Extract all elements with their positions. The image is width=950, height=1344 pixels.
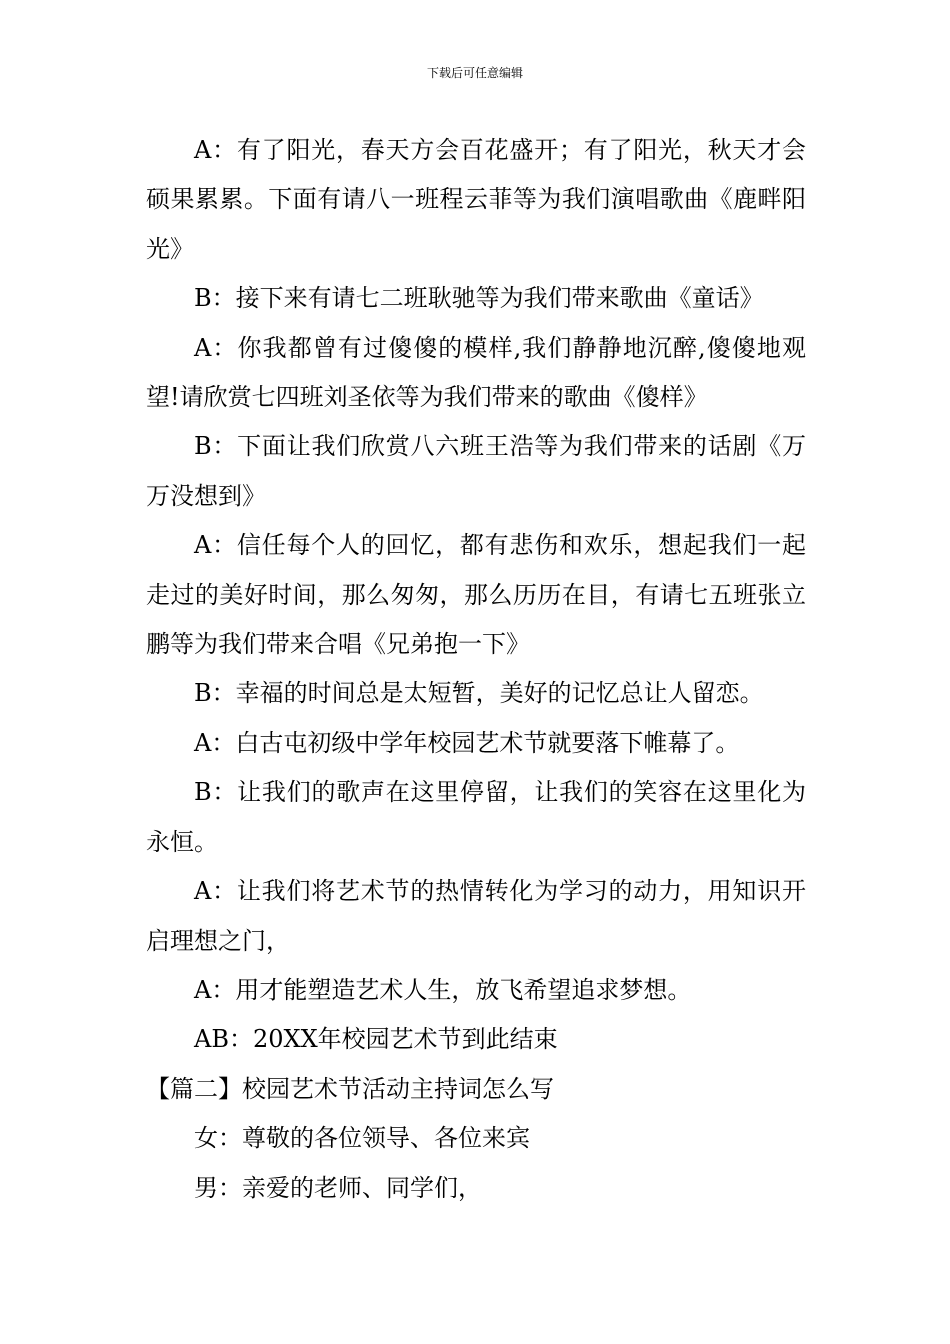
- paragraph-11: AB：20XX年校园艺术节到此结束: [194, 1025, 558, 1054]
- paragraph-4: B：下面让我们欣赏八六班王浩等为我们带来的话剧《万万没想到》: [146, 432, 806, 510]
- section-paragraph-2: 男：亲爱的老师、同学们，: [194, 1173, 482, 1202]
- header-note: 下载后可任意编辑: [426, 66, 523, 80]
- section-paragraph-1: 女：尊敬的各位领导、各位来宾: [194, 1124, 530, 1153]
- section-heading: 【篇二】校园艺术节活动主持词怎么写: [146, 1074, 554, 1103]
- paragraph-1: A：有了阳光，春天方会百花盛开；有了阳光，秋天才会硕果累累。下面有请八一班程云菲等为我们演唱歌曲《鹿畔阳光》: [146, 136, 806, 263]
- paragraph-8: B：让我们的歌声在这里停留，让我们的笑容在这里化为永恒。: [146, 778, 806, 856]
- paragraph-6: B：幸福的时间总是太短暂，美好的记忆总让人留恋。: [194, 679, 764, 708]
- paragraph-10: A：用才能塑造艺术人生，放飞希望追求梦想。: [194, 975, 692, 1004]
- paragraph-3: A：你我都曾有过傻傻的模样,我们静静地沉醉,傻傻地观望!请欣赏七四班刘圣依等为我们带来的歌曲《傻样》: [146, 333, 806, 412]
- paragraph-7: A：白古屯初级中学年校园艺术节就要落下帷幕了。: [194, 728, 740, 757]
- document-body: [146, 126, 806, 1213]
- paragraph-2: B：接下来有请七二班耿驰等为我们带来歌曲《童话》: [194, 284, 764, 313]
- paragraph-5: A：信任每个人的回忆，都有悲伤和欢乐，想起我们一起走过的美好时间，那么匆匆，那么历历在目，有请七五班张立鹏等为我们带来合唱《兄弟抱一下》: [146, 531, 806, 659]
- paragraph-9: A：让我们将艺术节的热情转化为学习的动力，用知识开启理想之门，: [146, 877, 806, 955]
